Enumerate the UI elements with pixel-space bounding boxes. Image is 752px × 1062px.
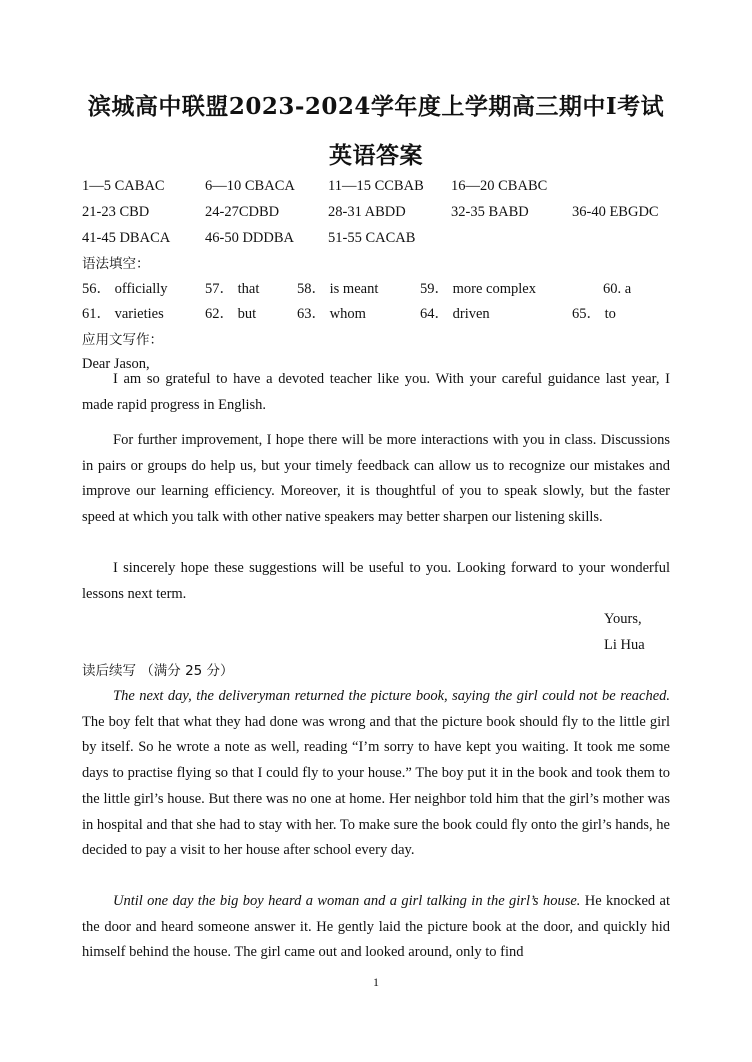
- grammar-answer: officially: [114, 281, 168, 297]
- grammar-answer: more complex: [452, 281, 536, 297]
- grammar-item-63: [297, 305, 366, 323]
- answer-24-27: 24-27CDBD: [205, 204, 280, 220]
- answer-28-31: 28-31 ABDD: [328, 204, 406, 220]
- grammar-answer: that: [237, 281, 260, 297]
- grammar-item-64: [420, 305, 490, 323]
- letter-paragraph-2: For further improvement, I hope there will be more interactions with you in class. Discussions in pairs or groups do help us, but your timely feedback can allow us to recognize our mistakes and improve our learning efficiency. Moreover, it is thoughtful of you to speak slowly, but the faster speed at which you talk with other native speakers may better sharpen our listening skills.: [82, 432, 670, 526]
- answer-51-55: 51-55 CACAB: [328, 230, 416, 246]
- grammar-item-65: [572, 305, 616, 323]
- grammar-answer: varieties: [114, 306, 164, 322]
- continuation-paragraph-1: [82, 684, 670, 864]
- answer-46-50: 46-50 DDDBA: [205, 230, 295, 246]
- document-subtitle: 英语答案: [329, 142, 423, 169]
- page-number: 1: [373, 975, 379, 989]
- grammar-num: 57．: [205, 281, 234, 297]
- grammar-num: 60.: [603, 281, 622, 297]
- grammar-answer: to: [604, 306, 616, 322]
- grammar-item-58: [297, 280, 378, 298]
- answer-41-45: 41-45 DBACA: [82, 230, 171, 246]
- letter-closing: Yours,: [604, 611, 642, 627]
- grammar-item-60: [603, 280, 631, 298]
- letter-signature: Li Hua: [604, 637, 645, 653]
- grammar-item-61: [82, 305, 164, 323]
- grammar-item-57: [205, 280, 259, 298]
- continuation-body-2: He knocked at the door and heard someone answer it. He gently laid the picture book at the door, and quickly hid himself behind the house. The girl came out and looked around, only to find: [82, 893, 671, 961]
- continuation-opening-sentence-1: The next day, the deliveryman returned the picture book, saying the girl could not be reached.: [113, 688, 670, 704]
- letter-paragraph-1: I am so grateful to have a devoted teacher like you. With your careful guidance last year, I made rapid progress in English.: [82, 371, 670, 413]
- answer-16-20: 16—20 CBABC: [451, 178, 548, 194]
- grammar-answer: is meant: [329, 281, 379, 297]
- grammar-num: 65．: [572, 306, 601, 322]
- continuation-heading: 读后续写 （满分 25 分）: [82, 663, 234, 679]
- document-title: 滨城高中联盟2023-2024学年度上学期高三期中Ⅰ考试: [87, 93, 665, 120]
- grammar-num: 63．: [297, 306, 326, 322]
- answer-36-40: 36-40 EBGDC: [572, 204, 659, 220]
- grammar-item-59: [420, 280, 536, 298]
- grammar-num: 58．: [297, 281, 326, 297]
- grammar-answer: but: [237, 306, 257, 322]
- continuation-paragraph-2: [82, 889, 670, 966]
- grammar-item-56: [82, 280, 168, 298]
- grammar-num: 61．: [82, 306, 111, 322]
- answer-6-10: 6—10 CBACA: [205, 178, 295, 194]
- continuation-body-1: The boy felt that what they had done was wrong and that the picture book should fly to the little girl by itself. So he wrote a note as well, reading “I’m sorry to have kept you waiting. It took me some days to practise flying so that I could fly to your house.” The boy put it in the book and took them to the little girl’s house. But there was no one at home. Her neighbor told him that the girl’s mother was in hospital and that she had to stay with her. To make sure the book could fly onto the girl’s hands, he decided to pay a visit to her house after school every day.: [82, 713, 670, 859]
- grammar-num: 62．: [205, 306, 234, 322]
- answer-11-15: 11—15 CCBAB: [328, 178, 424, 194]
- grammar-heading: 语法填空：: [82, 256, 150, 272]
- grammar-answer: driven: [452, 306, 490, 322]
- grammar-num: 64．: [420, 306, 449, 322]
- grammar-num: 56．: [82, 281, 111, 297]
- continuation-opening-sentence-2: Until one day the big boy heard a woman and a girl talking in the girl’s house.: [113, 893, 581, 909]
- letter-salutation: Dear Jason,: [82, 356, 150, 372]
- writing-heading: 应用文写作：: [82, 332, 163, 348]
- letter-paragraph-3: I sincerely hope these suggestions will be useful to you. Looking forward to your wonderful lessons next term.: [82, 560, 670, 602]
- grammar-answer: a: [624, 281, 632, 297]
- grammar-item-62: [205, 305, 256, 323]
- answer-32-35: 32-35 BABD: [451, 204, 529, 220]
- answer-1-5: 1—5 CABAC: [82, 178, 165, 194]
- grammar-answer: whom: [329, 306, 366, 322]
- answer-21-23: 21-23 CBD: [82, 204, 150, 220]
- grammar-num: 59．: [420, 281, 449, 297]
